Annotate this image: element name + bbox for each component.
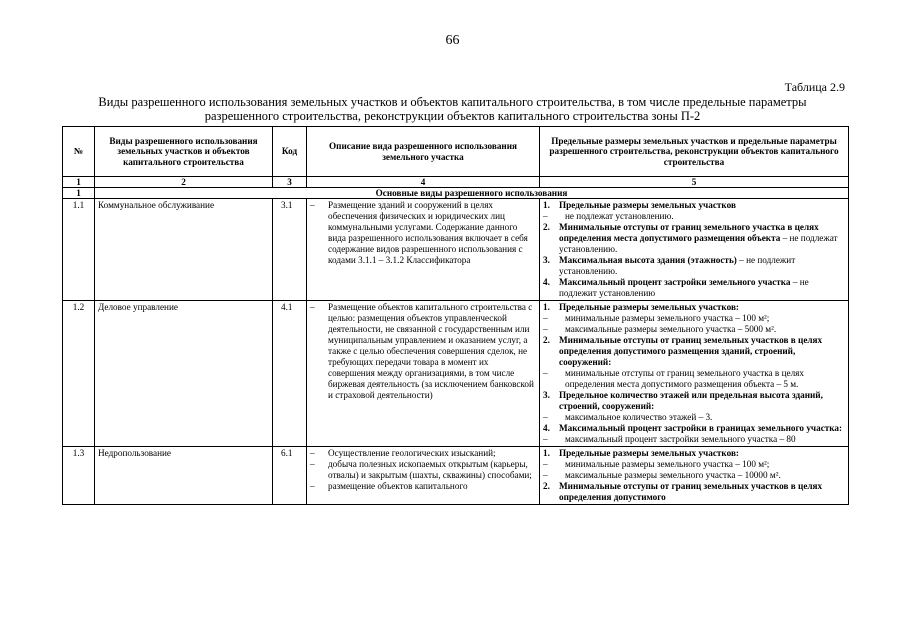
limit-number: 1. <box>543 302 550 312</box>
limit-sub-item <box>543 211 845 222</box>
limit-number: 1. <box>543 448 550 458</box>
limit-title: Максимальный процент застройки земельного участка <box>559 277 791 287</box>
limit-title: Предельные размеры земельных участков: <box>559 302 739 312</box>
row-num: 1.2 <box>63 301 95 447</box>
dash-marker: – <box>543 368 548 378</box>
dash-marker: – <box>310 481 315 491</box>
limit-sub-item <box>543 313 845 324</box>
limit-number: 2. <box>543 335 550 345</box>
row-code: 3.1 <box>273 199 307 301</box>
row-code: 6.1 <box>273 447 307 505</box>
limit-sub-item <box>543 324 845 335</box>
row-limits <box>540 199 849 301</box>
description-item <box>310 448 536 459</box>
limit-item <box>543 200 845 211</box>
limit-item <box>543 255 845 277</box>
limit-title: Минимальные отступы от границ земельных участков в целях определения допустимого <box>559 481 823 502</box>
table-row <box>63 199 849 301</box>
description-item <box>310 200 536 266</box>
column-number-row <box>63 177 849 188</box>
row-description <box>307 199 540 301</box>
limit-title: Предельное количество этажей или предельная высота зданий, строений, сооружений: <box>559 390 823 411</box>
row-num: 1.3 <box>63 447 95 505</box>
section-title: Основные виды разрешенного использования <box>95 188 849 199</box>
limit-title: Минимальные отступы от границ земельных участков в целях определения допустимого размещения зданий, строений, сооружений: <box>559 335 823 367</box>
limit-sub-text: максимальный процент застройки земельного участка – 80 <box>565 434 796 444</box>
limit-sub-text: минимальные размеры земельного участка – 100 м²; <box>565 313 770 323</box>
table-number: Таблица 2.9 <box>784 80 845 94</box>
limit-number: 4. <box>543 277 550 287</box>
limit-sub-item <box>543 470 845 481</box>
limit-number: 3. <box>543 390 550 400</box>
row-type: Недропользование <box>95 447 273 505</box>
limit-sub-item <box>543 459 845 470</box>
limit-number: 3. <box>543 255 550 265</box>
description-item <box>310 459 536 481</box>
limit-item <box>543 277 845 299</box>
section-row <box>63 188 849 199</box>
header-code: Код <box>273 127 307 177</box>
limit-number: 4. <box>543 423 550 433</box>
limit-title: Максимальная высота здания (этажность) <box>559 255 737 265</box>
dash-marker: – <box>543 412 548 422</box>
limit-item <box>543 448 845 459</box>
header-types: Виды разрешенного использования земельных участков и объектов капитального строительства <box>95 127 273 177</box>
limit-sub-text: не подлежат установлению. <box>565 211 674 221</box>
limit-tail: – не подлежат установлению. <box>559 233 838 254</box>
column-number: 1 <box>63 177 95 188</box>
section-num: 1 <box>63 188 95 199</box>
dash-marker: – <box>543 470 548 480</box>
description-item <box>310 481 536 492</box>
row-description <box>307 301 540 447</box>
table-caption <box>60 95 845 123</box>
table-row <box>63 301 849 447</box>
limit-item <box>543 481 845 503</box>
limit-title: Предельные размеры земельных участков: <box>559 448 739 458</box>
dash-marker: – <box>310 448 315 458</box>
row-limits <box>540 447 849 505</box>
description-text: Размещение объектов капитального строительства с целью: размещения объектов управленческой деятельности, не связанной с государственным или муниципальным управлением и оказанием услуг, а также с целью обеспечения совершения сделок, не требующих передачи товара в момент их совершения между организациями, в том числе биржевая деятельность (за исключением банковской и страховой деятельности) <box>328 302 534 400</box>
column-number: 2 <box>95 177 273 188</box>
dash-marker: – <box>543 324 548 334</box>
dash-marker: – <box>543 313 548 323</box>
row-limits <box>540 301 849 447</box>
limit-sub-text: минимальные размеры земельного участка – 100 м²; <box>565 459 770 469</box>
column-number: 4 <box>307 177 540 188</box>
row-type: Коммунальное обслуживание <box>95 199 273 301</box>
row-num: 1.1 <box>63 199 95 301</box>
dash-marker: – <box>543 459 548 469</box>
limit-tail: – не подлежит установлению. <box>559 255 796 276</box>
dash-marker: – <box>543 211 548 221</box>
limit-title: Минимальные отступы от границ земельного участка в целях определения места допустимого размещения объекта <box>559 222 819 243</box>
limit-number: 1. <box>543 200 550 210</box>
column-number: 3 <box>273 177 307 188</box>
dash-marker: – <box>310 302 315 312</box>
limit-item <box>543 302 845 313</box>
description-item <box>310 302 536 401</box>
row-description <box>307 447 540 505</box>
limit-tail: – не подлежит установлению <box>559 277 809 298</box>
dash-marker: – <box>310 459 315 469</box>
limit-sub-text: максимальные размеры земельного участка – 5000 м². <box>565 324 777 334</box>
header-desc: Описание вида разрешенного использования земельного участка <box>307 127 540 177</box>
limit-number: 2. <box>543 481 550 491</box>
limit-sub-text: максимальное количество этажей – 3. <box>565 412 713 422</box>
limit-title: Предельные размеры земельных участков <box>559 200 736 210</box>
limit-sub-item <box>543 412 845 423</box>
dash-marker: – <box>543 434 548 444</box>
caption-line: Виды разрешенного использования земельных участков и объектов капитального строительства, в том числе предельные параметры <box>98 95 807 109</box>
dash-marker: – <box>310 200 315 210</box>
limit-title: Максимальный процент застройки в границах земельного участка: <box>559 423 843 433</box>
limit-number: 2. <box>543 222 550 232</box>
limit-sub-text: минимальные отступы от границ земельного участка в целях определения места допустимого размещения объекта – 5 м. <box>565 368 804 389</box>
permitted-use-table <box>62 126 849 505</box>
limit-item <box>543 222 845 255</box>
row-type: Деловое управление <box>95 301 273 447</box>
caption-line: разрешенного строительства, реконструкции объектов капитального строительства зоны П-2 <box>204 109 701 123</box>
header-row <box>63 127 849 177</box>
column-number: 5 <box>540 177 849 188</box>
limit-item <box>543 423 845 434</box>
table-row <box>63 447 849 505</box>
limit-sub-item <box>543 368 845 390</box>
limit-item <box>543 390 845 412</box>
limit-item <box>543 335 845 368</box>
description-text: Размещение зданий и сооружений в целях обеспечения физических и юридических лиц коммунальными услугами. Содержание данного вида разрешенного использования включает в себя содержание видов разрешенного использования с кодами 3.1.1 – 3.1.2 Классификатора <box>328 200 528 265</box>
page-number: 66 <box>445 33 460 48</box>
description-text: размещение объектов капитального <box>328 481 468 491</box>
limit-sub-text: максимальные размеры земельного участка – 10000 м². <box>565 470 781 480</box>
row-code: 4.1 <box>273 301 307 447</box>
header-num: № <box>63 127 95 177</box>
description-text: добыча полезных ископаемых открытым (карьеры, отвалы) и закрытым (шахты, скважины) способами; <box>328 459 532 480</box>
description-text: Осуществление геологических изысканий; <box>328 448 496 458</box>
limit-sub-item <box>543 434 845 445</box>
header-limits: Предельные размеры земельных участков и предельные параметры разрешенного строительства, реконструкции объектов капитального строительства <box>540 127 849 177</box>
